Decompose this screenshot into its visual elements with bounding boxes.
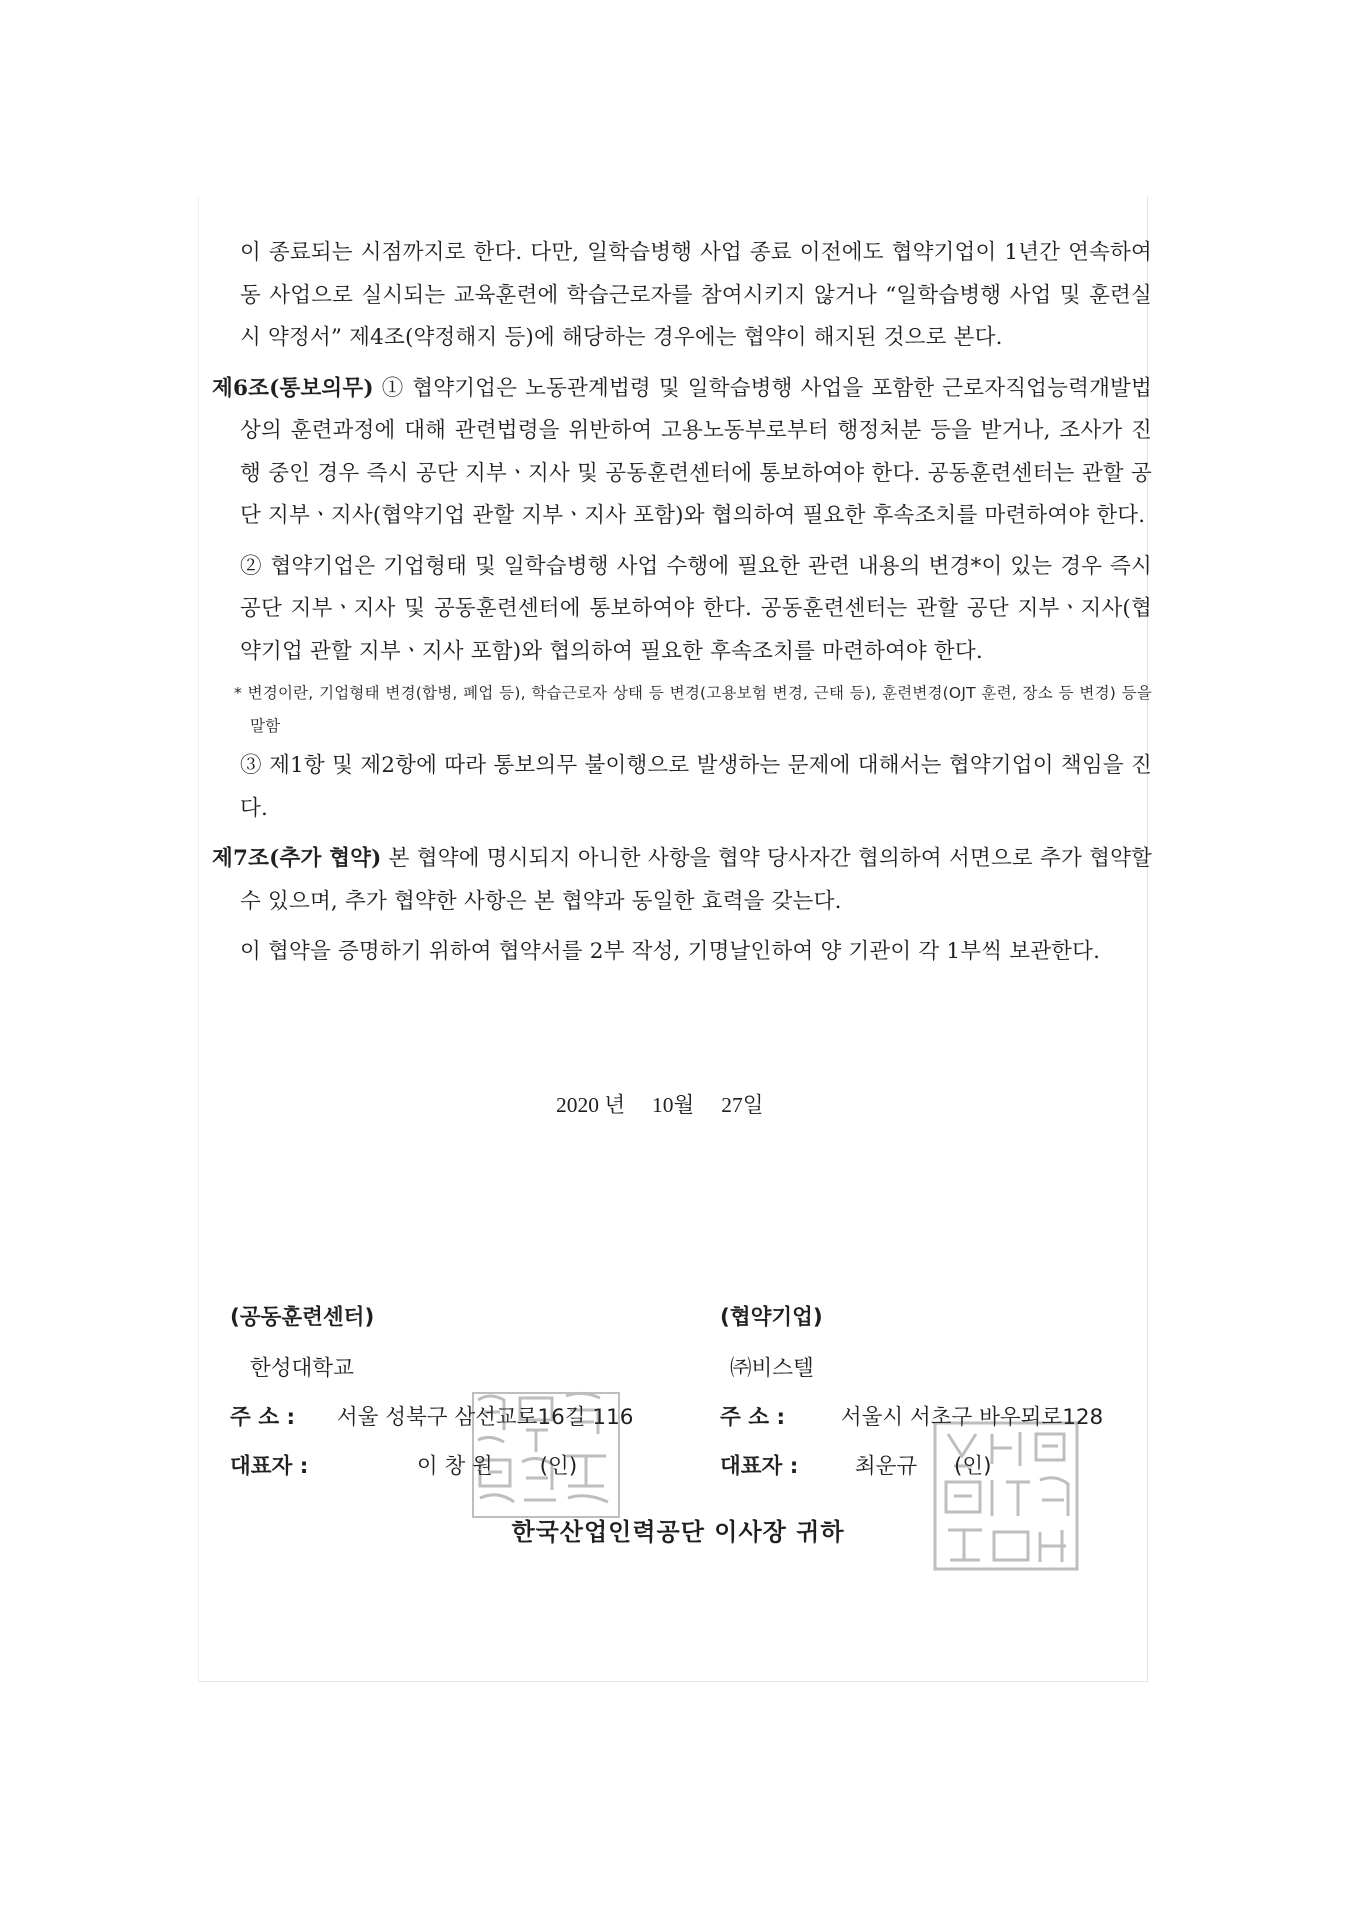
- left-address-value: 서울 성북구 삼선교로16길 116: [336, 1405, 634, 1430]
- article6-para1-text: ① 협약기업은 노동관계법령 및 일학습병행 사업을 포함한 근로자직업능력개발법 상의 훈련과정에 대해 관련법령을 위반하여 고용노동부로부터 행정처분 등을 받거나, 조사가 진행 중인 경우 즉시 공단 지부ㆍ지사 및 공동훈련센터에 통보하여야 한다. 공동훈련센터는 관할 공단 지부ㆍ지사(협약기업 관할 지부ㆍ지사 포함)와 협의하여 필요한 후속조치를 마련하여야 한다.: [240, 375, 1152, 528]
- article6-para2: ② 협약기업은 기업형태 및 일학습병행 사업 수행에 필요한 관련 내용의 변경*이 있는 경우 즉시 공단 지부ㆍ지사 및 공동훈련센터에 통보하여야 한다. 공동훈련센터는 관할 공단 지부ㆍ지사(협약기업 관할 지부ㆍ지사 포함)와 협의하여 필요한 후속조치를 마련하여야 한다.: [240, 553, 1152, 664]
- left-rep-label: 대표자 :: [230, 1454, 309, 1479]
- article6-para3: ③ 제1항 및 제2항에 따라 통보의무 불이행으로 발생하는 문제에 대해서는 협약기업이 책임을 진다.: [240, 753, 1152, 821]
- seal-graphic-right: [932, 1420, 1080, 1572]
- date-day: 27일: [721, 1093, 764, 1117]
- seal-graphic: [470, 1390, 622, 1520]
- article5-continuation: 이 종료되는 시점까지로 한다. 다만, 일학습병행 사업 종료 이전에도 협약기업이 1년간 연속하여 동 사업으로 실시되는 교육훈련에 학습근로자를 참여시키지 않거나 “일학습병행 사업 및 훈련실시 약정서” 제4조(약정해지 등)에 해당하는 경우에는 협약이 해지된 것으로 본다.: [240, 240, 1152, 350]
- right-address-label: 주 소 :: [720, 1405, 786, 1430]
- article7: [212, 838, 1152, 923]
- right-party-heading: (협약기업): [720, 1305, 823, 1330]
- date-month: 10월: [652, 1093, 695, 1117]
- article7-title: 제7조(추가 협약): [212, 846, 382, 871]
- addressee-line: 한국산업인력공단 이사장 귀하: [511, 1518, 845, 1546]
- article6-para1: [212, 368, 1152, 538]
- right-rep-name: 최운규: [854, 1454, 918, 1479]
- right-party-name: ㈜비스텔: [730, 1356, 814, 1381]
- bistel-company-seal: [932, 1420, 1080, 1572]
- date-year: 2020: [556, 1093, 599, 1117]
- left-address-label: 주 소 :: [230, 1405, 296, 1430]
- article7-text: 본 협약에 명시되지 아니한 사항을 협약 당사자간 협의하여 서면으로 추가 협약할 수 있으며, 추가 협약한 사항은 본 협약과 동일한 효력을 갖는다.: [240, 846, 1153, 914]
- agreement-body: [212, 232, 1152, 974]
- right-rep-label: 대표자 :: [720, 1454, 799, 1479]
- article6-footnote: * 변경이란, 기업형태 변경(합병, 폐업 등), 학습근로자 상태 등 변경(고용보험 변경, 근태 등), 훈련변경(OJT 훈련, 장소 등 변경) 등을 말함: [234, 684, 1152, 735]
- article6-title: 제6조(통보의무): [212, 375, 374, 401]
- hansung-university-seal: [470, 1390, 622, 1520]
- left-party-heading: (공동훈련센터): [230, 1305, 375, 1330]
- right-seal-mark: (인): [954, 1454, 992, 1479]
- left-party-name: 한성대학교: [250, 1356, 354, 1381]
- closing-statement: 이 협약을 증명하기 위하여 협약서를 2부 작성, 기명날인하여 양 기관이 각 1부씩 보관한다.: [240, 939, 1101, 964]
- agreement-date: [556, 1088, 763, 1119]
- left-rep-name: 이 창 원: [416, 1454, 493, 1479]
- right-address-value: 서울시 서초구 바우뫼로128: [840, 1405, 1104, 1430]
- date-year-unit: 년: [604, 1093, 626, 1117]
- left-seal-mark: (인): [539, 1454, 578, 1479]
